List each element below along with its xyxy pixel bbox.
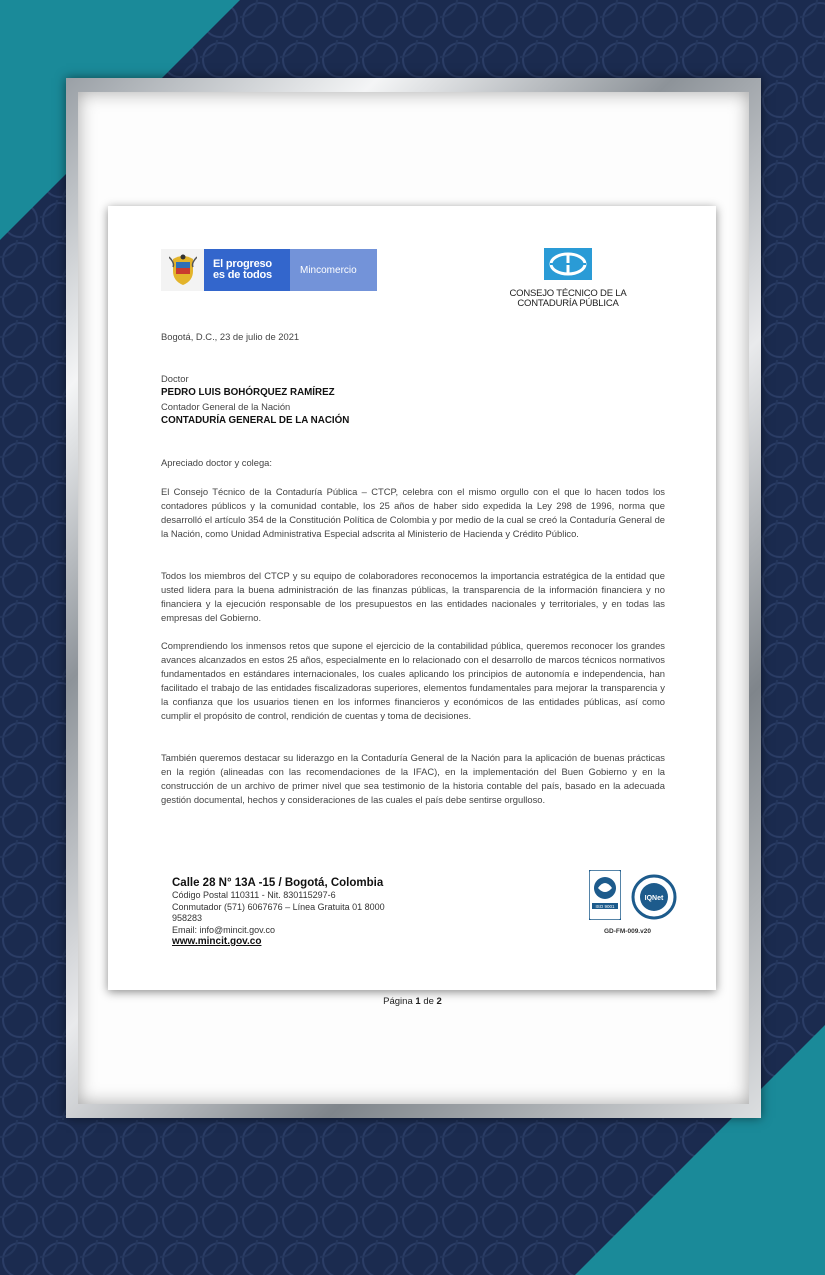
ctcp-logo-icon — [544, 248, 592, 280]
footer-email: Email: info@mincit.gov.co — [172, 924, 276, 935]
slogan-line-1: El progreso — [213, 258, 272, 270]
page-prefix: Página — [383, 996, 413, 1007]
footer-contact — [172, 876, 417, 948]
page-number — [0, 996, 825, 1007]
addressee-block — [161, 372, 665, 428]
ctcp-logo — [508, 248, 628, 309]
page-current: 1 — [415, 996, 421, 1007]
body-paragraph: Todos los miembros del CTCP y su equipo de colaboradores reconocemos la importancia estratégica de la entidad que usted lidera para la buena administración de las finanzas públicas, la transparencia de la información financiera y no financiera y la ejecución responsable de los presupuestos en las entidades nacionales y territoriales, y en todas las empresas del Gobierno. — [161, 570, 665, 623]
body-paragraph: Comprendiendo los inmensos retos que supone el ejercicio de la contabilidad pública, queremos reconocer los grandes avances alcanzados en estos 25 años, especialmente en lo relacionado con el desarrollo de marcos técnicos normativos fundamentados en estándares internacionales, los cuales aplicando los principios de autonomía e independencia, han facilitado el trabajo de las entidades fiscalizadoras superiores, elementos fundamentales para mejorar la transparencia y la confianza que los usuarios tienen en los informes financieros y económicos de las entidades públicas, así como cumplir el propósito de control, rendición de cuentas y toma de decisiones. — [161, 640, 665, 721]
iso-label: ISO 9001 — [595, 904, 615, 909]
body-paragraph: El Consejo Técnico de la Contaduría Pública – CTCP, celebra con el mismo orgullo con el que lo hacen todos los contadores públicos y la comunidad contable, los 25 años de haber sido expedida la Ley 298 de 1996, norma que desarrolló el artículo 354 de la Constitución Política de Colombia y por medio de la cual se creó la Contaduría General de la Nación, como Unidad Administrativa Especial adscrita al Ministerio de Hacienda y Crédito Público. — [161, 486, 665, 539]
ministry-name: Mincomercio — [290, 249, 377, 291]
iso-9001-certification-icon — [589, 870, 621, 920]
addressee-title: Doctor — [161, 373, 189, 384]
addressee-entity: CONTADURÍA GENERAL DE LA NACIÓN — [161, 415, 350, 426]
letter-page — [108, 206, 716, 990]
iqnet-certification-icon — [631, 874, 677, 920]
slogan-line-2: es de todos — [213, 269, 272, 281]
footer-website-link[interactable]: www.mincit.gov.co — [172, 936, 262, 947]
greeting: Apreciado doctor y colega: — [161, 457, 273, 468]
page-total: 2 — [436, 996, 442, 1007]
addressee-name: PEDRO LUIS BOHÓRQUEZ RAMÍREZ — [161, 387, 335, 398]
body-paragraph: También queremos destacar su liderazgo en la Contaduría General de la Nación para la aplicación de buenas prácticas en la región (alineadas con las recomendaciones de la IFAC), en la implementación del Buen Gobierno y en la construcción de un archivo de primer nivel que sea testimonio de la historia contable del país, basado en la adecuada gestión documental, hechos y consideraciones de las cuales el país debe sentirse orgulloso. — [161, 752, 665, 805]
footer-postal: Código Postal 110311 - Nit. 830115297-6 — [172, 890, 336, 900]
iqnet-label: IQNet — [644, 895, 664, 902]
ctcp-name-line-2: CONTADURÍA PÚBLICA — [517, 298, 619, 309]
mincomercio-logo — [161, 249, 377, 291]
addressee-position: Contador General de la Nación — [161, 401, 291, 412]
ctcp-name-line-1: CONSEJO TÉCNICO DE LA — [509, 288, 627, 299]
letter-date: Bogotá, D.C., 23 de julio de 2021 — [161, 331, 300, 342]
footer-phone: Conmutador (571) 6067676 – Línea Gratuita 01 8000 — [172, 901, 385, 912]
footer-phone-cont: 958283 — [172, 913, 203, 923]
document-code: GD-FM-009.v20 — [604, 928, 651, 935]
gov-slogan — [204, 249, 290, 291]
page-separator: de — [423, 996, 434, 1007]
footer-address: Calle 28 N° 13A -15 / Bogotá, Colombia — [172, 877, 384, 889]
colombia-coat-of-arms-icon — [161, 249, 204, 291]
